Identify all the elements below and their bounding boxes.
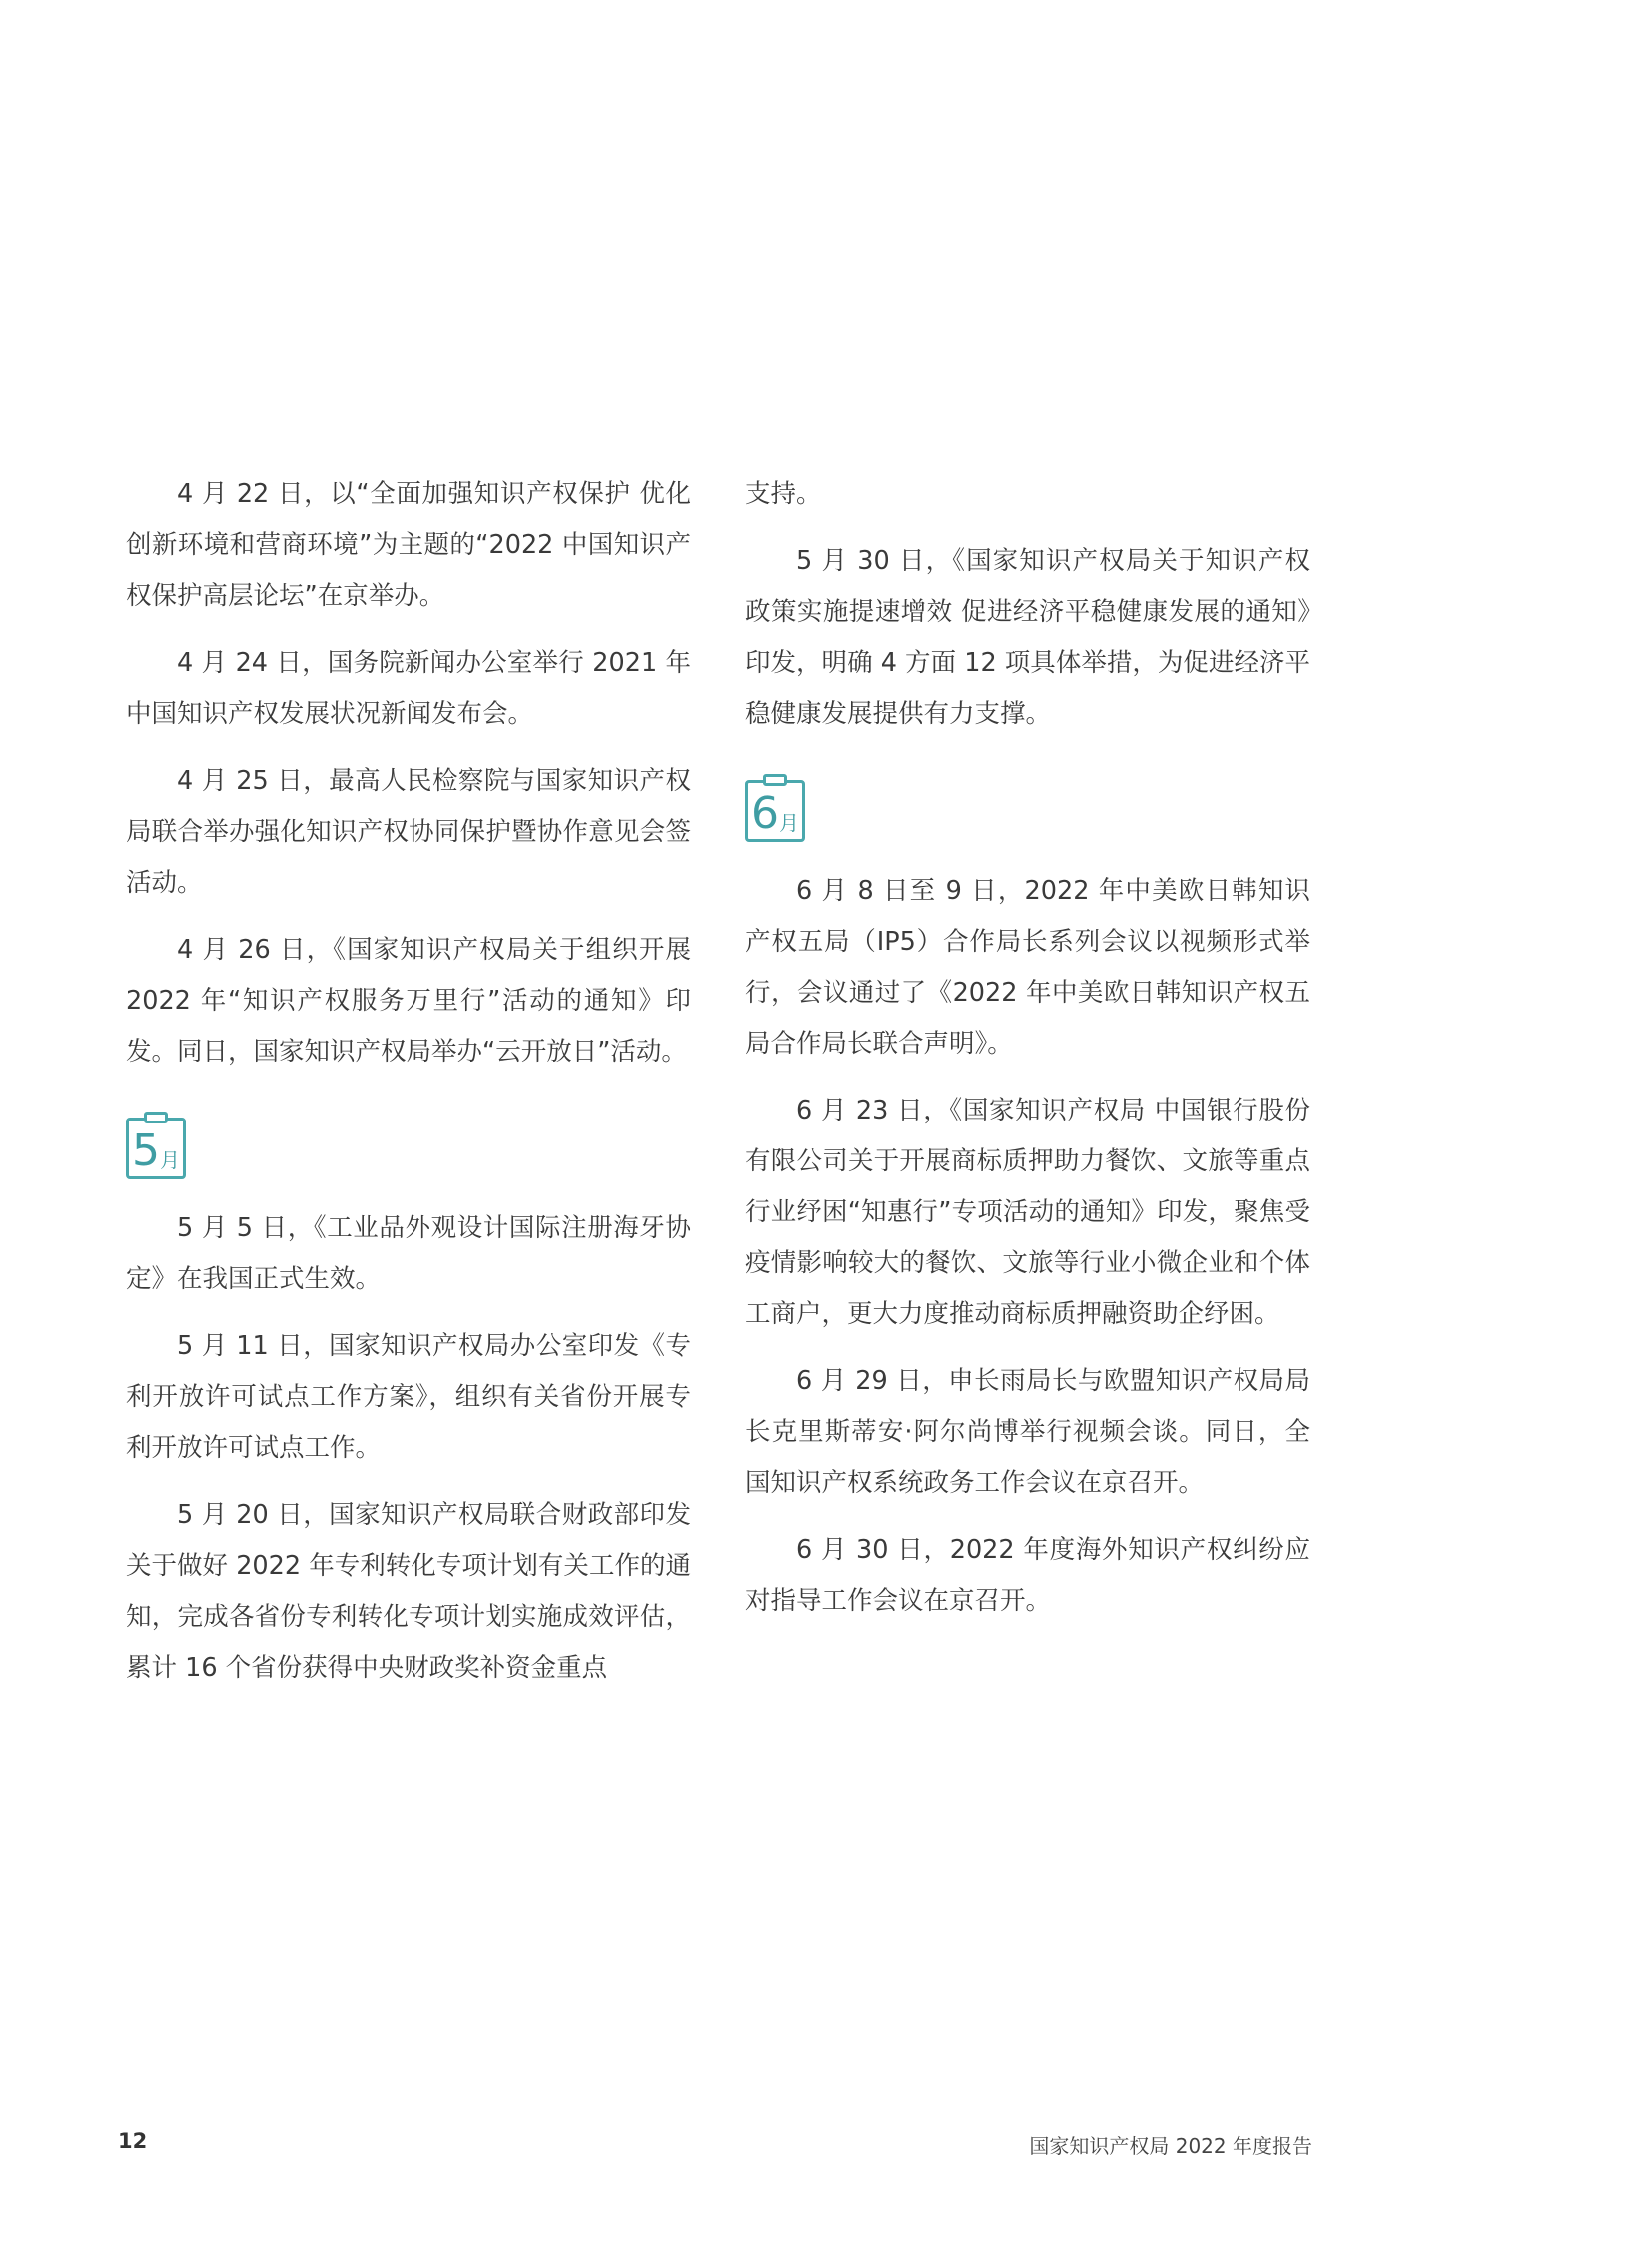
paragraph: 5 月 5 日，《工业品外观设计国际注册海牙协定》在我国正式生效。: [126, 1213, 691, 1294]
paragraph: 6 月 29 日，申长雨局长与欧盟知识产权局局长克里斯蒂安·阿尔尚博举行视频会谈。同日，全国知识产权系统政务工作会议在京召开。: [745, 1366, 1310, 1498]
left-column: [126, 469, 691, 1710]
page-number: 12: [118, 2129, 148, 2153]
paragraph: 5 月 30 日，《国家知识产权局关于知识产权政策实施提速增效 促进经济平稳健康发展的通知》印发，明确 4 方面 12 项具体举措，为促进经济平稳健康发展提供有力支撑。: [745, 546, 1310, 729]
paragraph-continuation: 支持。: [745, 479, 822, 509]
paragraph: 6 月 8 日至 9 日，2022 年中美欧日韩知识产权五局（IP5）合作局长系列会议以视频形式举行，会议通过了《2022 年中美欧日韩知识产权五局合作局长联合声明》。: [745, 876, 1310, 1059]
month-unit: 月: [779, 811, 799, 835]
month-number: 5: [132, 1125, 160, 1176]
paragraph: 6 月 30 日，2022 年度海外知识产权纠纷应对指导工作会议在京召开。: [745, 1535, 1310, 1616]
paragraph: 4 月 26 日，《国家知识产权局关于组织开展 2022 年“知识产权服务万里行”活动的通知》印发。同日，国家知识产权局举办“云开放日”活动。: [126, 935, 691, 1067]
month-badge-may: [126, 1112, 190, 1181]
paragraph: 5 月 20 日，国家知识产权局联合财政部印发关于做好 2022 年专利转化专项计划有关工作的通知，完成各省份专利转化专项计划实施成效评估，累计 16 个省份获得中央财政奖补资金重点: [126, 1500, 691, 1683]
paragraph: 6 月 23 日，《国家知识产权局 中国银行股份有限公司关于开展商标质押助力餐饮、文旅等重点行业纾困“知惠行”专项活动的通知》印发，聚焦受疫情影响较大的餐饮、文旅等行业小微企业和个体工商户，更大力度推动商标质押融资助企纾困。: [745, 1096, 1310, 1329]
month-number: 6: [751, 788, 779, 839]
paragraph: 5 月 11 日，国家知识产权局办公室印发《专利开放许可试点工作方案》，组织有关省份开展专利开放许可试点工作。: [126, 1331, 691, 1463]
month-badge-june: [745, 774, 809, 844]
paragraph: 4 月 24 日，国务院新闻办公室举行 2021 年中国知识产权发展状况新闻发布会。: [126, 648, 691, 729]
report-title: 国家知识产权局 2022 年度报告: [1029, 2134, 1312, 2158]
calendar-clip: [763, 774, 787, 786]
calendar-clip: [144, 1112, 168, 1123]
month-unit: 月: [160, 1148, 180, 1172]
right-column: [745, 469, 1310, 1643]
paragraph: 4 月 22 日，以“全面加强知识产权保护 优化创新环境和营商环境”为主题的“2022 中国知识产权保护高层论坛”在京举办。: [126, 479, 691, 611]
paragraph: 4 月 25 日，最高人民检察院与国家知识产权局联合举办强化知识产权协同保护暨协作意见会签活动。: [126, 766, 691, 898]
